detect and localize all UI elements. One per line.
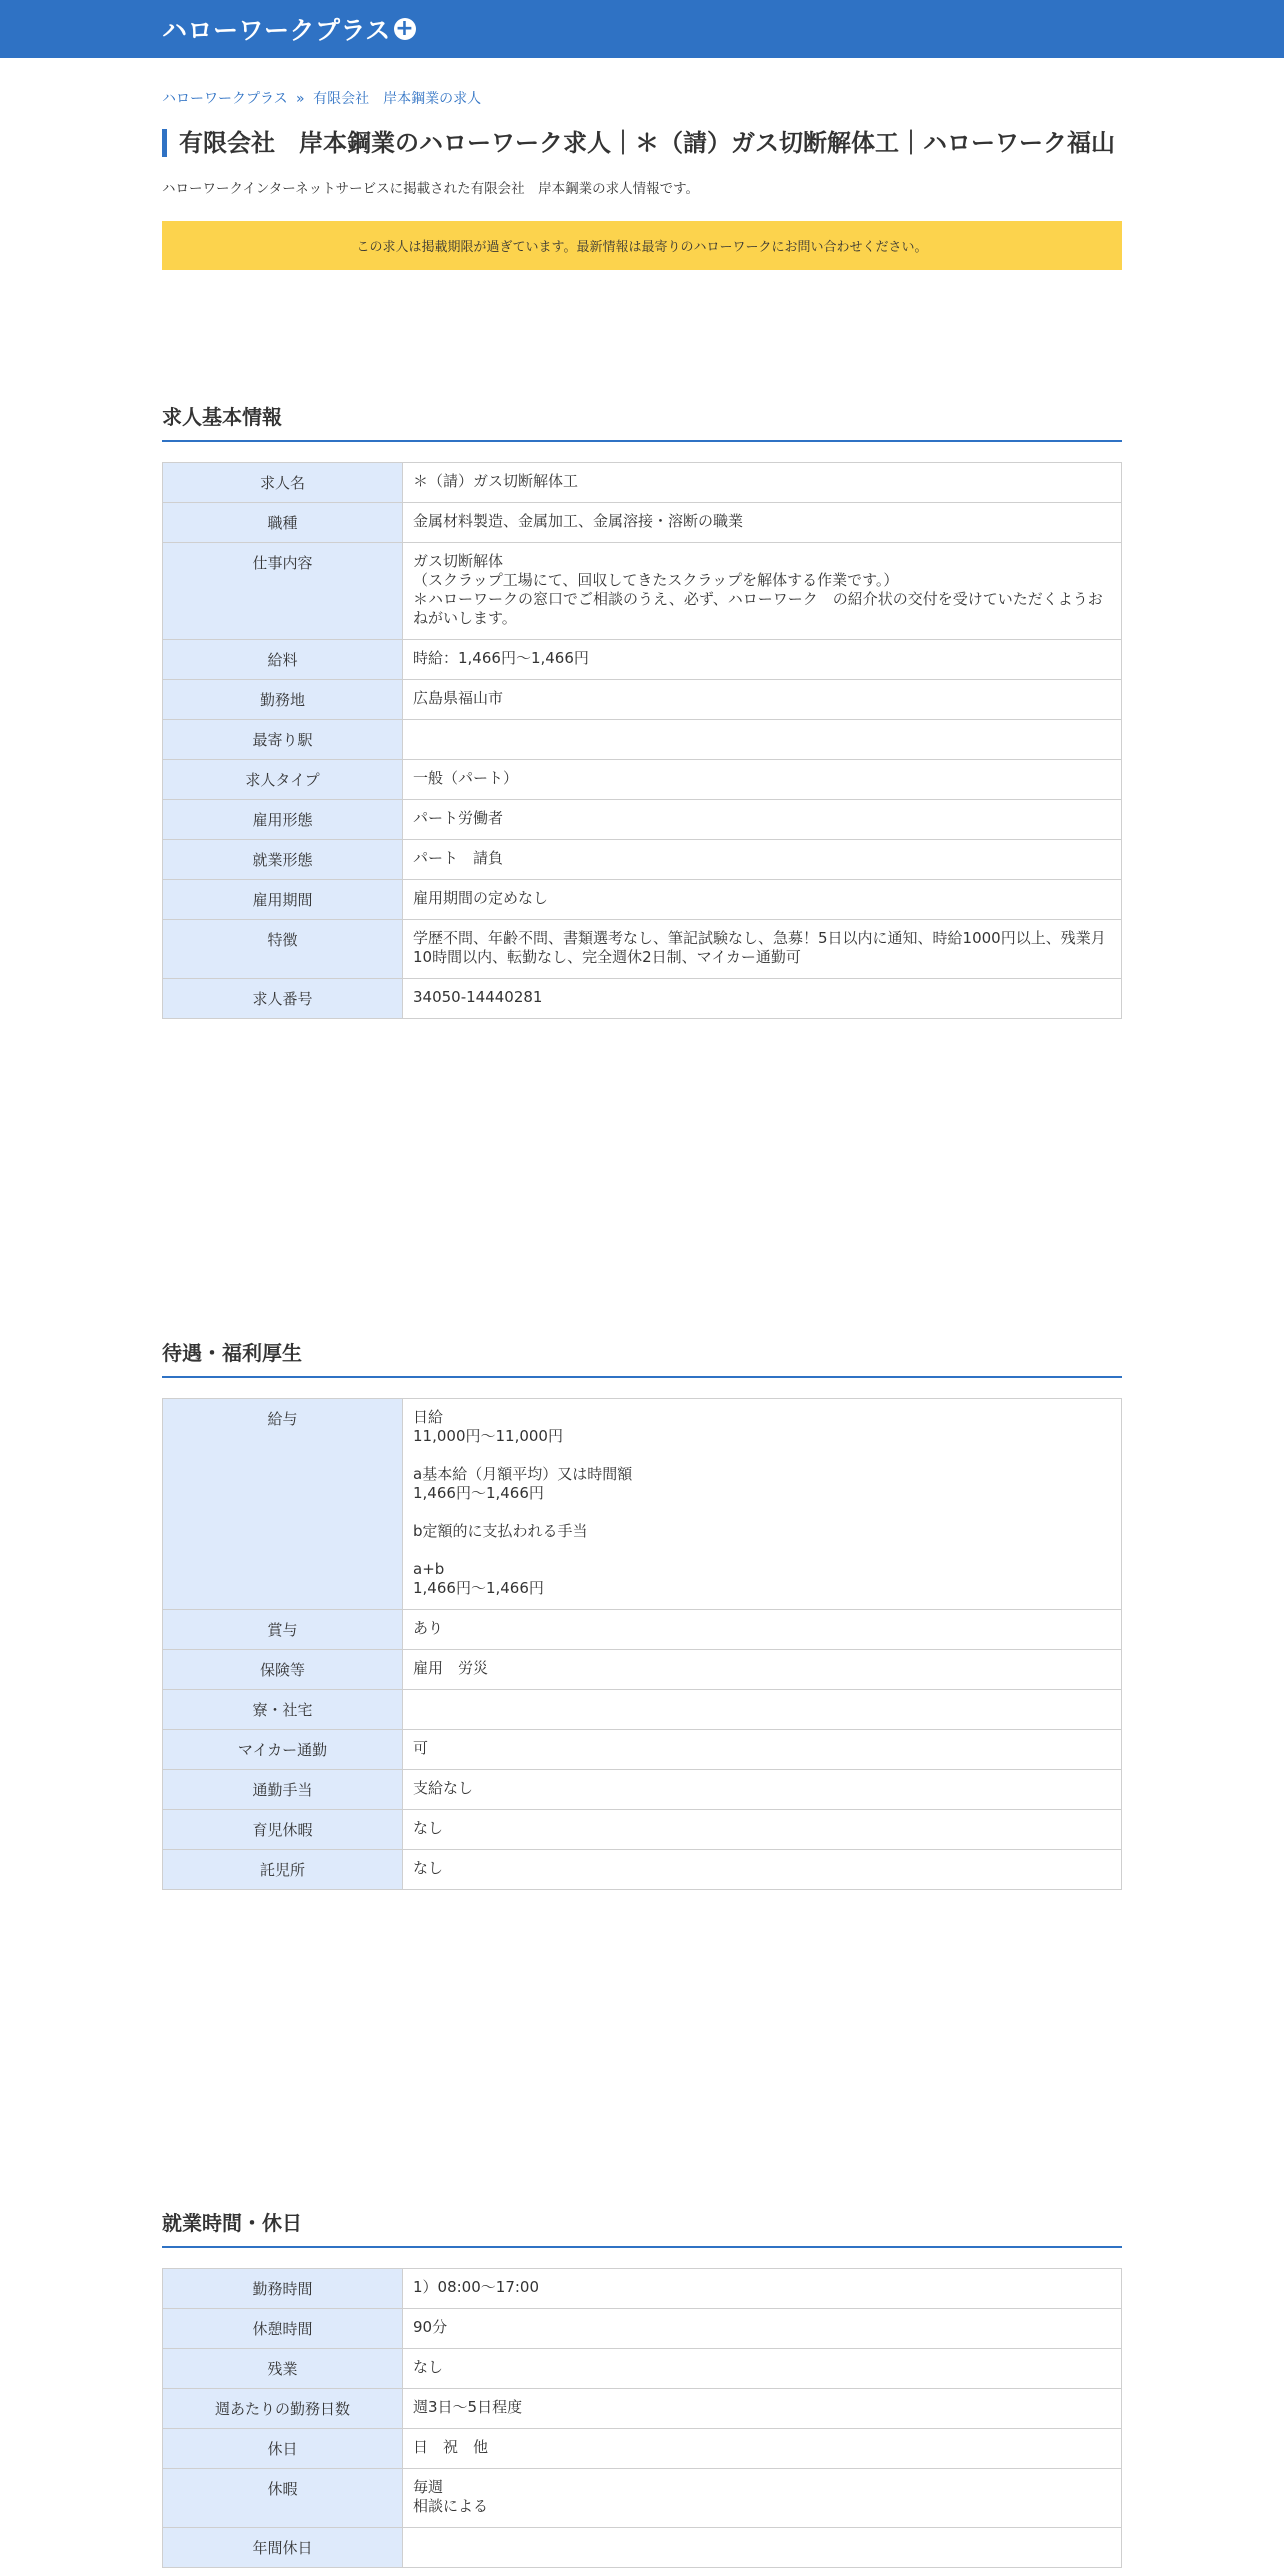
row-label: 育児休暇 [163,1810,403,1850]
table-row [163,503,1122,543]
table-row [163,920,1122,979]
row-value: 90分 [403,2309,1122,2349]
section-title-working-hours: 就業時間・休日 [162,2207,1122,2248]
row-value: 日給 11,000円～11,000円 a基本給（月額平均）又は時間額 1,466円～1,466円 b定額的に支払われる手当 a+b 1,466円～1,466円 [403,1399,1122,1610]
table-row [163,640,1122,680]
table-row [163,979,1122,1019]
breadcrumb-link-company[interactable]: 有限会社 岸本鋼業の求人 [313,91,482,107]
row-value: 雇用 労災 [403,1650,1122,1690]
row-value: ガス切断解体 （スクラップ工場にて、回収してきたスクラップを解体する作業です。） ＊ハローワークの窓口でご相談のうえ、必ず、ハローワーク の紹介状の交付を受けていただくようおねがいします。 [403,543,1122,640]
section-title-benefits: 待遇・福利厚生 [162,1337,1122,1378]
expired-notice-text: この求人は掲載期限が過ぎています。最新情報は最寄りのハローワークにお問い合わせください。 [356,240,928,255]
row-value: なし [403,1850,1122,1890]
table-row [163,2309,1122,2349]
row-label: 給与 [163,1399,403,1610]
table-row [163,760,1122,800]
row-value [403,720,1122,760]
table-row [163,1399,1122,1610]
table-row [163,2389,1122,2429]
table-row [163,840,1122,880]
table-row [163,543,1122,640]
row-value: 時給：1,466円～1,466円 [403,640,1122,680]
table-row [163,880,1122,920]
row-label: 週あたりの勤務日数 [163,2389,403,2429]
site-logo[interactable] [162,11,416,47]
working-hours-table [162,2268,1122,2568]
row-label: 雇用期間 [163,880,403,920]
section-working-hours [162,2207,1122,2568]
table-row [163,1810,1122,1850]
row-value: 支給なし [403,1770,1122,1810]
row-label: 職種 [163,503,403,543]
table-row [163,720,1122,760]
row-label: 給料 [163,640,403,680]
site-header [0,0,1284,58]
row-label: 寮・社宅 [163,1690,403,1730]
row-value: 1）08:00～17:00 [403,2269,1122,2309]
row-value: 一般（パート） [403,760,1122,800]
row-label: 託児所 [163,1850,403,1890]
expired-notice [162,221,1122,270]
row-label: 雇用形態 [163,800,403,840]
table-row [163,2469,1122,2528]
table-row [163,1690,1122,1730]
table-row [163,2528,1122,2568]
row-value: パート 請負 [403,840,1122,880]
row-value: パート労働者 [403,800,1122,840]
row-value: 34050-14440281 [403,979,1122,1019]
row-label: 賞与 [163,1610,403,1650]
row-label: 求人番号 [163,979,403,1019]
row-value [403,2528,1122,2568]
row-value: 金属材料製造、金属加工、金属溶接・溶断の職業 [403,503,1122,543]
section-benefits [162,1337,1122,1890]
row-value: あり [403,1610,1122,1650]
lead-text: ハローワークインターネットサービスに掲載された有限会社 岸本鋼業の求人情報です。 [162,181,700,197]
main-content [162,88,1122,2568]
row-value: 週3日～5日程度 [403,2389,1122,2429]
row-value: 学歴不問、年齢不問、書類選考なし、筆記試験なし、急募！5日以内に通知、時給1000円以上、残業月10時間以内、転勤なし、完全週休2日制、マイカー通勤可 [403,920,1122,979]
row-value: なし [403,2349,1122,2389]
breadcrumb-separator: » [296,91,305,107]
breadcrumb-link-home[interactable]: ハローワークプラス [162,91,288,107]
row-label: 勤務時間 [163,2269,403,2309]
row-label: 休憩時間 [163,2309,403,2349]
row-label: 勤務地 [163,680,403,720]
row-label: 特徴 [163,920,403,979]
row-label: 最寄り駅 [163,720,403,760]
table-row [163,1610,1122,1650]
row-label: 保険等 [163,1650,403,1690]
plus-circle-icon: + [395,16,415,41]
row-value: 雇用期間の定めなし [403,880,1122,920]
row-value: ＊（請）ガス切断解体工 [403,463,1122,503]
table-row [163,2429,1122,2469]
table-row [163,800,1122,840]
table-row [163,2349,1122,2389]
page-title: 有限会社 岸本鋼業のハローワーク求人｜＊（請）ガス切断解体工｜ハローワーク福山 [162,129,1122,157]
row-value: 広島県福山市 [403,680,1122,720]
row-label: マイカー通勤 [163,1730,403,1770]
row-value: 毎週 相談による [403,2469,1122,2528]
table-row [163,1850,1122,1890]
section-basic-info [162,401,1122,1019]
row-label: 年間休日 [163,2528,403,2568]
benefits-table [162,1398,1122,1890]
row-value: 可 [403,1730,1122,1770]
row-label: 求人タイプ [163,760,403,800]
row-value: 日 祝 他 [403,2429,1122,2469]
table-row [163,680,1122,720]
row-label: 求人名 [163,463,403,503]
row-label: 仕事内容 [163,543,403,640]
row-label: 通勤手当 [163,1770,403,1810]
row-value [403,1690,1122,1730]
table-row [163,1650,1122,1690]
row-value: なし [403,1810,1122,1850]
table-row [163,2269,1122,2309]
table-row [163,1770,1122,1810]
section-title-basic-info: 求人基本情報 [162,401,1122,442]
table-row [163,1730,1122,1770]
table-row [163,463,1122,503]
row-label: 残業 [163,2349,403,2389]
basic-info-table [162,462,1122,1019]
breadcrumb [162,88,1122,108]
logo-text: ハローワークプラス [162,16,391,45]
row-label: 休暇 [163,2469,403,2528]
row-label: 休日 [163,2429,403,2469]
row-label: 就業形態 [163,840,403,880]
